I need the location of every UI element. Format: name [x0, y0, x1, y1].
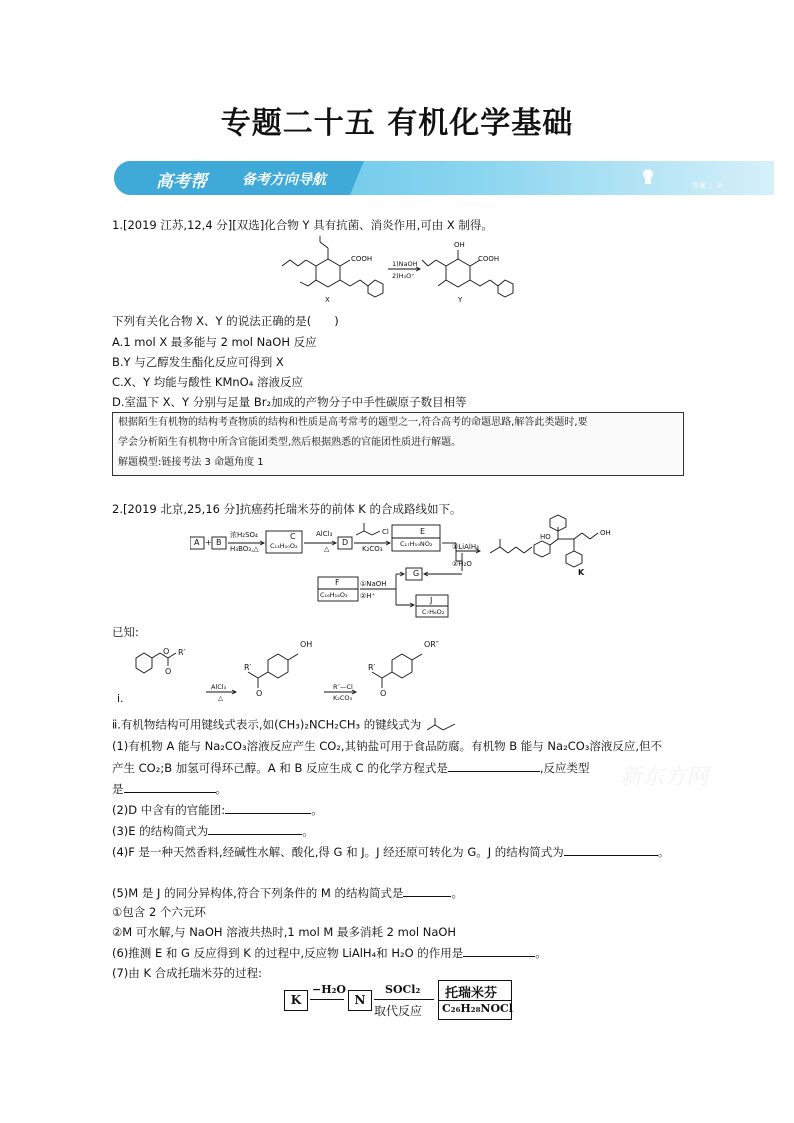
watermark: 新东方网 — [620, 765, 709, 790]
known-i-cond1b: △ — [218, 694, 223, 702]
q2-part3-end: 。 — [302, 824, 314, 838]
q2-part1-line3-end: 。 — [215, 782, 227, 796]
banner-right-text: 备考方向导航 — [242, 172, 326, 188]
known-i-r1: R′ — [178, 648, 186, 657]
route-cond2-bottom: △ — [324, 545, 330, 553]
part7-product-formula: C₂₆H₂₈NOCl — [442, 1002, 513, 1015]
route-b: B — [216, 538, 222, 547]
known-i-cond2: R″—Cl — [333, 683, 353, 691]
q1-cooh-y: COOH — [478, 255, 500, 263]
q2-part1-line2 — [112, 760, 589, 775]
bond-line-formula — [425, 716, 461, 734]
part7-product-box — [438, 980, 512, 1020]
q2-part5-text: (5)M 是 J 的同分异构体,符合下列条件的 M 的结构简式是 — [112, 886, 404, 900]
route-k: K — [578, 568, 585, 577]
q1-option-c: C.X、Y 均能与酸性 KMnO₄ 溶液反应 — [112, 375, 303, 389]
part7-product-name: 托瑞米芬 — [445, 986, 498, 1001]
q1-prompt: 下列有关化合物 X、Y 的说法正确的是( ) — [112, 314, 339, 328]
answer-blank-functional-groups[interactable] — [225, 802, 311, 814]
route-cond1-bottom: H₃BO₃,△ — [230, 545, 259, 553]
route-k-ho: HO — [540, 533, 551, 541]
q2-part5-cond2: ②M 可水解,与 NaOH 溶液共热时,1 mol M 最多消耗 2 mol NaOH — [112, 925, 457, 939]
route-d: D — [342, 538, 349, 547]
route-cond4-bottom: ②H₂O — [452, 560, 472, 568]
q2-part4 — [112, 844, 669, 859]
known-label: 已知: — [112, 625, 139, 639]
part7-cond1: −H₂O — [312, 983, 347, 996]
q1-option-a: A.1 mol X 最多能与 2 mol NaOH 反应 — [112, 335, 317, 349]
route-c-formula: C₁₃H₁₀O₂ — [270, 542, 298, 550]
known-i-o2: O — [165, 667, 172, 676]
q2-part4-end: 。 — [657, 845, 670, 859]
analysis-line-3: 解题模型:链接考法 3 命题角度 1 — [118, 457, 264, 468]
answer-blank-reaction-type[interactable] — [124, 781, 216, 793]
part7-n-box — [348, 990, 372, 1011]
known-i-o3: O — [256, 689, 263, 698]
q1-label-y: Y — [458, 296, 463, 304]
q2-part2-end: 。 — [311, 803, 323, 817]
banner-left-text: 高考帮 — [156, 172, 207, 192]
q2-part1-line2-text: 产生 CO₂;B 加氢可得环己醇。A 和 B 反应生成 C 的化学方程式是 — [112, 761, 448, 775]
answer-blank-role[interactable] — [463, 945, 535, 957]
part7-product-divider — [439, 1000, 511, 1001]
q1-stem: 1.[2019 江苏,12,4 分][双选]化合物 Y 具有抗菌、消炎作用,可由 X 制得。 — [112, 218, 493, 232]
route-cond2-top: AlCl₃ — [316, 530, 333, 538]
q2-stem: 2.[2019 北京,25,16 分]抗癌药托瑞米芬的前体 K 的合成路线如下。 — [112, 502, 462, 516]
route-plus: + — [205, 538, 212, 547]
q1-label-x: X — [325, 296, 330, 304]
route-k-oh: OH — [600, 529, 611, 537]
analysis-box — [112, 412, 684, 476]
route-cond3: K₂CO₃ — [362, 545, 383, 553]
known-i-o4: O — [380, 689, 387, 698]
route-j: J — [430, 596, 433, 605]
q2-part1-line1: (1)有机物 A 能与 Na₂CO₃溶液反应产生 CO₂,其钠盐可用于食品防腐。有机物 B 能与 Na₂CO₃溶液反应,但不 — [112, 739, 663, 753]
part7-k-box — [284, 990, 308, 1011]
route-cond1-top: 浓H₂SO₄ — [230, 531, 258, 539]
answer-blank-m-structure[interactable] — [403, 885, 451, 897]
answer-blank-e-structure[interactable] — [208, 823, 302, 835]
part7-arrow1 — [310, 999, 344, 1000]
page-title: 专题二十五 有机化学基础 — [220, 106, 574, 141]
q1-cooh-x: COOH — [351, 255, 373, 263]
route-f: F — [335, 578, 340, 587]
known-i-o: O — [163, 647, 170, 656]
known-ii-text: ⅱ.有机物结构可用键线式表示,如(CH₃)₂NCH₂CH₃ 的键线式为 — [112, 717, 422, 732]
analysis-line-2: 学会分析陌生有机物中所含官能团类型,然后根据熟悉的官能团性质进行解题。 — [118, 437, 462, 448]
q2-part5-cond1: ①包含 2 个六元环 — [112, 905, 206, 919]
route-e: E — [420, 527, 426, 536]
q2-part6 — [112, 945, 547, 960]
q2-part2 — [112, 802, 323, 817]
analysis-line-1: 根据陌生有机物的结构考查物质的结构和性质是高考常考的题型之一,符合高考的命题思路,解答此类题时,要 — [118, 417, 588, 428]
q2-part1-line3 — [112, 781, 227, 796]
answer-blank-equation[interactable] — [448, 760, 540, 772]
q2-part5-end: 。 — [451, 886, 463, 900]
route-cond5-bottom: ②H⁺ — [360, 592, 376, 600]
q2-part5 — [112, 885, 463, 900]
known-i-oh: OH — [300, 640, 313, 649]
q2-part1-line3-text: 是 — [112, 782, 124, 796]
route-f-formula: C₁₆H₁₆O₂ — [320, 591, 348, 599]
q1-arrow-top: 1)NaOH — [392, 260, 418, 268]
q1-arrow-bottom: 2)H₃O⁺ — [392, 272, 415, 280]
answer-blank-j-structure[interactable] — [564, 844, 658, 856]
route-g: G — [413, 569, 420, 578]
route-c: C — [290, 532, 296, 541]
part7-scheme — [284, 980, 514, 1020]
route-j-formula: C₇H₆O₂ — [422, 608, 445, 616]
q2-part3-text: (3)E 的结构简式为 — [112, 824, 209, 838]
part7-arrow2 — [374, 999, 434, 1000]
route-cond4-top: ①LiAlH₄ — [452, 543, 479, 551]
route-cond5-top: ①NaOH — [360, 580, 387, 588]
banner-corner-link[interactable]: 答案 》 P — [692, 182, 722, 190]
q2-part7: (7)由 K 合成托瑞米芬的过程: — [112, 966, 263, 980]
q2-synthesis-route — [190, 513, 630, 618]
q1-oh-y: OH — [454, 241, 465, 249]
part7-cond2b: 取代反应 — [374, 1004, 423, 1018]
part7-n: N — [354, 993, 366, 1007]
q2-part3 — [112, 823, 314, 838]
q2-part6-end: 。 — [535, 946, 547, 960]
q2-part2-text: (2)D 中含有的官能团: — [112, 803, 226, 817]
known-i-label: ⅰ. — [117, 692, 124, 705]
known-i-cond2b: K₂CO₃ — [333, 694, 353, 702]
q1-option-b: B.Y 与乙醇发生酯化反应可得到 X — [112, 355, 284, 369]
q1-option-d: D.室温下 X、Y 分别与足量 Br₂加成的产物分子中手性碳原子数目相等 — [112, 395, 467, 409]
known-i-r1c: R′ — [368, 663, 376, 672]
known-i-cond1: AlCl₃ — [211, 683, 227, 691]
q1-reaction-scheme — [270, 236, 540, 306]
q2-part4-text: (4)F 是一种天然香料,经碱性水解、酸化,得 G 和 J。J 经还原可转化为 G。J 的结构简式为 — [112, 845, 564, 859]
section-banner — [114, 161, 774, 195]
part7-k: K — [290, 993, 302, 1007]
q2-part6-text: (6)推测 E 和 G 反应得到 K 的过程中,反应物 LiAlH₄和 H₂O 的作用是 — [112, 946, 464, 960]
route-cl: Cl — [382, 528, 389, 536]
part7-cond2: SOCl₂ — [385, 983, 421, 996]
q2-part1-line2-end: ,反应类型 — [539, 761, 590, 775]
route-e-formula: C₁₇H₁₉NO₂ — [400, 540, 433, 548]
known-i-r1b: R′ — [244, 663, 252, 672]
known-i-or2: OR″ — [424, 640, 439, 649]
known-ii — [112, 716, 461, 734]
route-a: A — [194, 538, 200, 547]
